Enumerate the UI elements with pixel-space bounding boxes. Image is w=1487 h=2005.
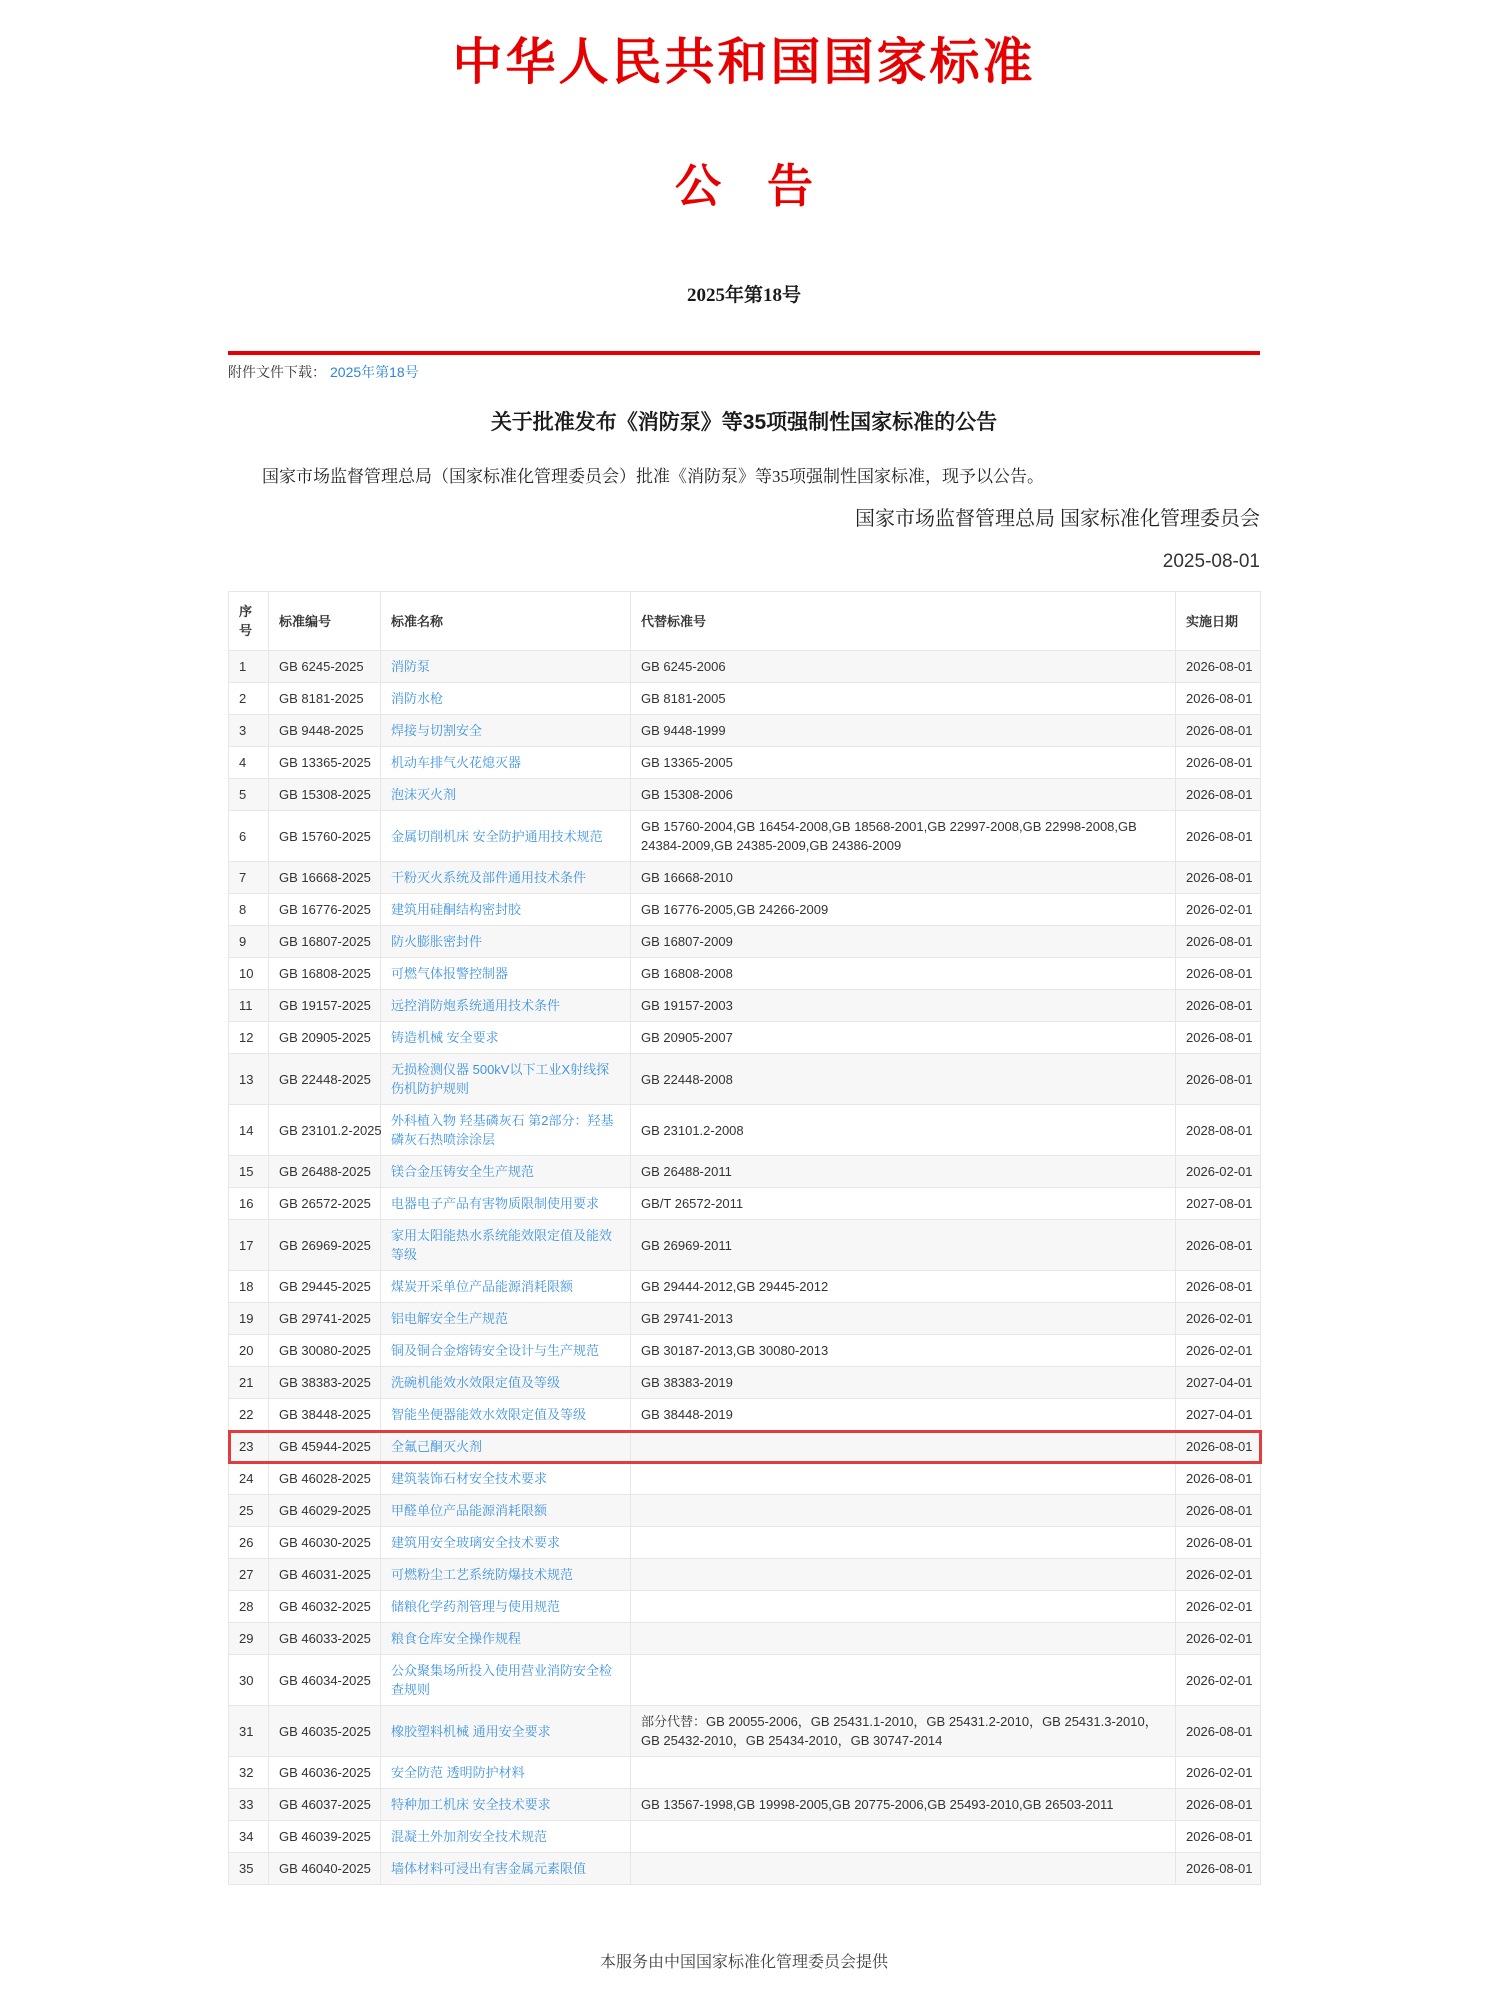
cell-standard-code: GB 8181-2025 bbox=[269, 683, 381, 715]
table-row bbox=[229, 1271, 1261, 1303]
column-header-name: 标准名称 bbox=[381, 592, 631, 651]
cell-replaced-standards: GB 16807-2009 bbox=[631, 926, 1176, 958]
cell-implementation-date: 2026-08-01 bbox=[1176, 1821, 1261, 1853]
table-row bbox=[229, 1495, 1261, 1527]
standard-name-link[interactable]: 智能坐便器能效水效限定值及等级 bbox=[391, 1407, 587, 1422]
cell-replaced-standards bbox=[631, 1559, 1176, 1591]
cell-standard-name bbox=[381, 1335, 631, 1367]
cell-standard-code: GB 6245-2025 bbox=[269, 651, 381, 683]
cell-implementation-date: 2026-02-01 bbox=[1176, 1623, 1261, 1655]
column-header-replaced: 代替标准号 bbox=[631, 592, 1176, 651]
table-row bbox=[229, 683, 1261, 715]
cell-standard-code: GB 30080-2025 bbox=[269, 1335, 381, 1367]
cell-standard-code: GB 45944-2025 bbox=[269, 1431, 381, 1463]
cell-serial-number: 20 bbox=[229, 1335, 269, 1367]
standard-name-link[interactable]: 干粉灭火系统及部件通用技术条件 bbox=[391, 870, 587, 885]
cell-replaced-standards: 部分代替：GB 20055-2006，GB 25431.1-2010，GB 25431.2-2010，GB 25431.3-2010，GB 25432-2010，GB 25434-2010，GB 30747-2014 bbox=[631, 1706, 1176, 1757]
cell-implementation-date: 2027-04-01 bbox=[1176, 1367, 1261, 1399]
cell-serial-number: 15 bbox=[229, 1156, 269, 1188]
cell-standard-code: GB 38448-2025 bbox=[269, 1399, 381, 1431]
standard-name-link[interactable]: 混凝土外加剂安全技术规范 bbox=[391, 1829, 548, 1844]
table-row bbox=[229, 1821, 1261, 1853]
cell-serial-number: 9 bbox=[229, 926, 269, 958]
cell-standard-name bbox=[381, 1559, 631, 1591]
cell-replaced-standards: GB 23101.2-2008 bbox=[631, 1105, 1176, 1156]
cell-replaced-standards: GB 8181-2005 bbox=[631, 683, 1176, 715]
cell-standard-name bbox=[381, 1463, 631, 1495]
cell-standard-code: GB 9448-2025 bbox=[269, 715, 381, 747]
cell-serial-number: 29 bbox=[229, 1623, 269, 1655]
cell-implementation-date: 2026-02-01 bbox=[1176, 1156, 1261, 1188]
standard-name-link[interactable]: 焊接与切割安全 bbox=[391, 723, 483, 738]
cell-replaced-standards bbox=[631, 1655, 1176, 1706]
cell-implementation-date: 2026-02-01 bbox=[1176, 1303, 1261, 1335]
cell-standard-name bbox=[381, 1789, 631, 1821]
cell-serial-number: 31 bbox=[229, 1706, 269, 1757]
cell-standard-code: GB 46037-2025 bbox=[269, 1789, 381, 1821]
cell-serial-number: 23 bbox=[229, 1431, 269, 1463]
standard-name-link[interactable]: 铸造机械 安全要求 bbox=[391, 1030, 499, 1045]
cell-serial-number: 35 bbox=[229, 1853, 269, 1885]
standard-name-link[interactable]: 金属切削机床 安全防护通用技术规范 bbox=[391, 828, 603, 844]
cell-standard-code: GB 13365-2025 bbox=[269, 747, 381, 779]
cell-standard-name bbox=[381, 1303, 631, 1335]
cell-implementation-date: 2026-08-01 bbox=[1176, 683, 1261, 715]
cell-standard-code: GB 16808-2025 bbox=[269, 958, 381, 990]
cell-standard-name bbox=[381, 1821, 631, 1853]
cell-standard-name bbox=[381, 1156, 631, 1188]
table-row bbox=[229, 1399, 1261, 1431]
cell-standard-name bbox=[381, 1367, 631, 1399]
cell-standard-code: GB 46030-2025 bbox=[269, 1527, 381, 1559]
table-row bbox=[229, 1789, 1261, 1821]
cell-implementation-date: 2026-08-01 bbox=[1176, 715, 1261, 747]
cell-serial-number: 34 bbox=[229, 1821, 269, 1853]
cell-standard-name bbox=[381, 811, 631, 862]
cell-serial-number: 14 bbox=[229, 1105, 269, 1156]
announcement-body: 国家市场监督管理总局（国家标准化管理委员会）批准《消防泵》等35项强制性国家标准，现予以公告。 bbox=[262, 467, 1044, 486]
table-header-row bbox=[229, 592, 1261, 651]
cell-serial-number: 18 bbox=[229, 1271, 269, 1303]
cell-serial-number: 28 bbox=[229, 1591, 269, 1623]
table-row bbox=[229, 1591, 1261, 1623]
cell-standard-name bbox=[381, 1105, 631, 1156]
cell-replaced-standards: GB 38383-2019 bbox=[631, 1367, 1176, 1399]
cell-standard-name bbox=[381, 1527, 631, 1559]
table-row bbox=[229, 779, 1261, 811]
table-row bbox=[229, 1623, 1261, 1655]
standard-name-link[interactable]: 安全防范 透明防护材料 bbox=[391, 1765, 525, 1780]
cell-implementation-date: 2026-08-01 bbox=[1176, 1527, 1261, 1559]
standard-name-link[interactable]: 煤炭开采单位产品能源消耗限额 bbox=[391, 1279, 574, 1294]
standard-name-link[interactable]: 铜及铜合金熔铸安全设计与生产规范 bbox=[391, 1343, 600, 1358]
column-header-serial: 序号 bbox=[229, 592, 269, 651]
cell-replaced-standards bbox=[631, 1431, 1176, 1463]
table-row bbox=[229, 1655, 1261, 1706]
cell-implementation-date: 2026-08-01 bbox=[1176, 747, 1261, 779]
table-row bbox=[229, 1431, 1261, 1463]
standard-name-link[interactable]: 储粮化学药剂管理与使用规范 bbox=[391, 1599, 561, 1614]
cell-standard-code: GB 16776-2025 bbox=[269, 894, 381, 926]
issuing-authority: 国家市场监督管理总局 国家标准化管理委员会 bbox=[855, 508, 1260, 530]
cell-standard-name bbox=[381, 862, 631, 894]
attachment-row bbox=[228, 362, 1260, 382]
cell-serial-number: 24 bbox=[229, 1463, 269, 1495]
table-row bbox=[229, 990, 1261, 1022]
table-row bbox=[229, 715, 1261, 747]
cell-standard-code: GB 46036-2025 bbox=[269, 1757, 381, 1789]
standard-name-link[interactable]: 洗碗机能效水效限定值及等级 bbox=[391, 1375, 561, 1390]
cell-replaced-standards: GB 13365-2005 bbox=[631, 747, 1176, 779]
column-header-code: 标准编号 bbox=[269, 592, 381, 651]
cell-standard-name bbox=[381, 926, 631, 958]
cell-standard-name bbox=[381, 747, 631, 779]
cell-replaced-standards bbox=[631, 1527, 1176, 1559]
standard-name-link[interactable]: 可燃气体报警控制器 bbox=[391, 966, 509, 981]
cell-serial-number: 13 bbox=[229, 1054, 269, 1105]
table-row bbox=[229, 811, 1261, 862]
cell-serial-number: 26 bbox=[229, 1527, 269, 1559]
column-header-date: 实施日期 bbox=[1176, 592, 1261, 651]
cell-replaced-standards bbox=[631, 1853, 1176, 1885]
cell-implementation-date: 2026-08-01 bbox=[1176, 1706, 1261, 1757]
cell-standard-code: GB 15308-2025 bbox=[269, 779, 381, 811]
standard-name-link[interactable]: 防火膨胀密封件 bbox=[391, 934, 483, 949]
cell-implementation-date: 2026-02-01 bbox=[1176, 894, 1261, 926]
cell-replaced-standards: GB 15760-2004,GB 16454-2008,GB 18568-2001,GB 22997-2008,GB 22998-2008,GB 24384-2009,GB 24385-2009,GB 24386-2009 bbox=[631, 811, 1176, 862]
standard-name-link[interactable]: 电器电子产品有害物质限制使用要求 bbox=[391, 1196, 600, 1211]
cell-standard-code: GB 46028-2025 bbox=[269, 1463, 381, 1495]
cell-serial-number: 7 bbox=[229, 862, 269, 894]
cell-replaced-standards: GB 26488-2011 bbox=[631, 1156, 1176, 1188]
table-row bbox=[229, 1367, 1261, 1399]
cell-standard-code: GB 46029-2025 bbox=[269, 1495, 381, 1527]
cell-standard-name bbox=[381, 1054, 631, 1105]
standard-name-link[interactable]: 外科植入物 羟基磷灰石 第2部分：羟基磷灰石热喷涂涂层 bbox=[391, 1113, 614, 1147]
table-row bbox=[229, 862, 1261, 894]
cell-standard-code: GB 46040-2025 bbox=[269, 1853, 381, 1885]
cell-serial-number: 11 bbox=[229, 990, 269, 1022]
cell-standard-name bbox=[381, 1853, 631, 1885]
cell-replaced-standards bbox=[631, 1757, 1176, 1789]
cell-implementation-date: 2026-08-01 bbox=[1176, 811, 1261, 862]
cell-standard-code: GB 16807-2025 bbox=[269, 926, 381, 958]
cell-implementation-date: 2026-08-01 bbox=[1176, 1789, 1261, 1821]
standard-name-link[interactable]: 泡沫灭火剂 bbox=[391, 787, 457, 802]
table-row bbox=[229, 1559, 1261, 1591]
cell-standard-code: GB 46031-2025 bbox=[269, 1559, 381, 1591]
cell-replaced-standards: GB/T 26572-2011 bbox=[631, 1188, 1176, 1220]
cell-replaced-standards bbox=[631, 1591, 1176, 1623]
cell-standard-name bbox=[381, 715, 631, 747]
standard-name-link[interactable]: 家用太阳能热水系统能效限定值及能效等级 bbox=[391, 1228, 613, 1262]
standard-name-link[interactable]: 消防水枪 bbox=[391, 691, 444, 706]
cell-standard-code: GB 23101.2-2025 bbox=[269, 1105, 381, 1156]
cell-standard-code: GB 38383-2025 bbox=[269, 1367, 381, 1399]
table-row bbox=[229, 651, 1261, 683]
standard-name-link[interactable]: 可燃粉尘工艺系统防爆技术规范 bbox=[391, 1567, 574, 1582]
cell-serial-number: 16 bbox=[229, 1188, 269, 1220]
cell-standard-name bbox=[381, 1655, 631, 1706]
cell-implementation-date: 2026-08-01 bbox=[1176, 1271, 1261, 1303]
table-row bbox=[229, 1303, 1261, 1335]
table-row bbox=[229, 1156, 1261, 1188]
cell-serial-number: 6 bbox=[229, 811, 269, 862]
table-row bbox=[229, 1220, 1261, 1271]
cell-standard-code: GB 26488-2025 bbox=[269, 1156, 381, 1188]
cell-replaced-standards bbox=[631, 1495, 1176, 1527]
cell-standard-code: GB 26572-2025 bbox=[269, 1188, 381, 1220]
standard-name-link[interactable]: 机动车排气火花熄灭器 bbox=[391, 755, 522, 770]
cell-standard-code: GB 15760-2025 bbox=[269, 811, 381, 862]
cell-replaced-standards: GB 38448-2019 bbox=[631, 1399, 1176, 1431]
cell-replaced-standards: GB 6245-2006 bbox=[631, 651, 1176, 683]
table-row bbox=[229, 958, 1261, 990]
issue-number: 2025年第18号 bbox=[686, 285, 801, 306]
cell-standard-name bbox=[381, 1757, 631, 1789]
cell-serial-number: 27 bbox=[229, 1559, 269, 1591]
cell-replaced-standards: GB 19157-2003 bbox=[631, 990, 1176, 1022]
table-row bbox=[229, 1054, 1261, 1105]
page-title: 中华人民共和国国家标准 bbox=[452, 34, 1036, 90]
cell-replaced-standards: GB 16668-2010 bbox=[631, 862, 1176, 894]
standard-name-link[interactable]: 消防泵 bbox=[391, 659, 431, 674]
cell-standard-code: GB 26969-2025 bbox=[269, 1220, 381, 1271]
cell-replaced-standards: GB 22448-2008 bbox=[631, 1054, 1176, 1105]
cell-serial-number: 12 bbox=[229, 1022, 269, 1054]
standard-name-link[interactable]: 粮食仓库安全操作规程 bbox=[391, 1631, 522, 1646]
cell-implementation-date: 2026-08-01 bbox=[1176, 1054, 1261, 1105]
cell-serial-number: 5 bbox=[229, 779, 269, 811]
cell-standard-code: GB 46033-2025 bbox=[269, 1623, 381, 1655]
cell-implementation-date: 2026-08-01 bbox=[1176, 1022, 1261, 1054]
cell-implementation-date: 2026-08-01 bbox=[1176, 1495, 1261, 1527]
table-row bbox=[229, 1022, 1261, 1054]
standard-name-link[interactable]: 镁合金压铸安全生产规范 bbox=[391, 1164, 535, 1179]
cell-replaced-standards bbox=[631, 1821, 1176, 1853]
footer-provider-text: 本服务由中国国家标准化管理委员会提供 bbox=[599, 1954, 888, 1971]
cell-implementation-date: 2026-08-01 bbox=[1176, 990, 1261, 1022]
standards-table bbox=[228, 591, 1261, 1885]
table-row bbox=[229, 1527, 1261, 1559]
standard-name-link[interactable]: 公众聚集场所投入使用营业消防安全检查规则 bbox=[391, 1663, 613, 1697]
cell-replaced-standards: GB 15308-2006 bbox=[631, 779, 1176, 811]
cell-replaced-standards: GB 16808-2008 bbox=[631, 958, 1176, 990]
cell-standard-code: GB 29445-2025 bbox=[269, 1271, 381, 1303]
cell-implementation-date: 2027-08-01 bbox=[1176, 1188, 1261, 1220]
standard-name-link[interactable]: 建筑用硅酮结构密封胶 bbox=[391, 902, 522, 917]
cell-serial-number: 33 bbox=[229, 1789, 269, 1821]
cell-replaced-standards: GB 26969-2011 bbox=[631, 1220, 1176, 1271]
table-row bbox=[229, 1853, 1261, 1885]
cell-standard-name bbox=[381, 1706, 631, 1757]
cell-standard-code: GB 29741-2025 bbox=[269, 1303, 381, 1335]
table-row bbox=[229, 1757, 1261, 1789]
cell-replaced-standards: GB 20905-2007 bbox=[631, 1022, 1176, 1054]
standard-name-link[interactable]: 特种加工机床 安全技术要求 bbox=[391, 1797, 551, 1812]
cell-serial-number: 25 bbox=[229, 1495, 269, 1527]
table-row bbox=[229, 1188, 1261, 1220]
table-row bbox=[229, 894, 1261, 926]
cell-serial-number: 22 bbox=[229, 1399, 269, 1431]
cell-implementation-date: 2027-04-01 bbox=[1176, 1399, 1261, 1431]
cell-serial-number: 8 bbox=[229, 894, 269, 926]
announcement-heading: 关于批准发布《消防泵》等35项强制性国家标准的公告 bbox=[490, 411, 998, 434]
table-row bbox=[229, 1105, 1261, 1156]
cell-standard-name bbox=[381, 990, 631, 1022]
standard-name-link[interactable]: 甲醛单位产品能源消耗限额 bbox=[391, 1503, 548, 1518]
table-row bbox=[229, 747, 1261, 779]
cell-standard-name bbox=[381, 1188, 631, 1220]
cell-implementation-date: 2026-08-01 bbox=[1176, 651, 1261, 683]
cell-implementation-date: 2026-02-01 bbox=[1176, 1757, 1261, 1789]
cell-serial-number: 4 bbox=[229, 747, 269, 779]
standard-name-link[interactable]: 建筑装饰石材安全技术要求 bbox=[391, 1471, 548, 1486]
page-content bbox=[228, 22, 1260, 1972]
cell-implementation-date: 2026-02-01 bbox=[1176, 1655, 1261, 1706]
standards-table-tbody bbox=[229, 651, 1261, 1885]
table-row bbox=[229, 1463, 1261, 1495]
cell-standard-code: GB 46034-2025 bbox=[269, 1655, 381, 1706]
cell-replaced-standards: GB 29741-2013 bbox=[631, 1303, 1176, 1335]
attachment-label: 附件文件下载： bbox=[228, 364, 326, 380]
cell-serial-number: 30 bbox=[229, 1655, 269, 1706]
cell-replaced-standards: GB 30187-2013,GB 30080-2013 bbox=[631, 1335, 1176, 1367]
cell-replaced-standards bbox=[631, 1623, 1176, 1655]
cell-implementation-date: 2026-08-01 bbox=[1176, 958, 1261, 990]
cell-standard-code: GB 46032-2025 bbox=[269, 1591, 381, 1623]
cell-standard-name bbox=[381, 1591, 631, 1623]
standard-name-link[interactable]: 建筑用安全玻璃安全技术要求 bbox=[391, 1535, 561, 1550]
cell-standard-name bbox=[381, 683, 631, 715]
cell-standard-name bbox=[381, 1022, 631, 1054]
red-divider bbox=[228, 351, 1260, 355]
page-subtitle: 公 告 bbox=[675, 161, 813, 212]
cell-replaced-standards: GB 13567-1998,GB 19998-2005,GB 20775-2006,GB 25493-2010,GB 26503-2011 bbox=[631, 1789, 1176, 1821]
cell-replaced-standards: GB 9448-1999 bbox=[631, 715, 1176, 747]
cell-implementation-date: 2026-08-01 bbox=[1176, 779, 1261, 811]
cell-serial-number: 1 bbox=[229, 651, 269, 683]
attachment-link[interactable]: 2025年第18号 bbox=[330, 364, 419, 380]
cell-replaced-standards bbox=[631, 1463, 1176, 1495]
standard-name-link[interactable]: 墙体材料可浸出有害金属元素限值 bbox=[391, 1861, 587, 1876]
cell-implementation-date: 2026-08-01 bbox=[1176, 1431, 1261, 1463]
cell-standard-name bbox=[381, 1623, 631, 1655]
cell-serial-number: 32 bbox=[229, 1757, 269, 1789]
cell-implementation-date: 2026-02-01 bbox=[1176, 1335, 1261, 1367]
standard-name-link[interactable]: 无损检测仪器 500kV以下工业X射线探伤机防护规则 bbox=[391, 1062, 610, 1096]
cell-standard-code: GB 16668-2025 bbox=[269, 862, 381, 894]
cell-serial-number: 10 bbox=[229, 958, 269, 990]
cell-implementation-date: 2026-02-01 bbox=[1176, 1559, 1261, 1591]
cell-implementation-date: 2026-08-01 bbox=[1176, 1853, 1261, 1885]
cell-standard-name bbox=[381, 1495, 631, 1527]
standard-name-link[interactable]: 远控消防炮系统通用技术条件 bbox=[391, 998, 561, 1013]
table-row bbox=[229, 1706, 1261, 1757]
cell-implementation-date: 2026-08-01 bbox=[1176, 1463, 1261, 1495]
cell-serial-number: 3 bbox=[229, 715, 269, 747]
standards-table-head bbox=[229, 592, 1261, 651]
cell-implementation-date: 2026-02-01 bbox=[1176, 1591, 1261, 1623]
cell-standard-name bbox=[381, 651, 631, 683]
cell-standard-name bbox=[381, 779, 631, 811]
table-row bbox=[229, 1335, 1261, 1367]
cell-standard-code: GB 20905-2025 bbox=[269, 1022, 381, 1054]
standard-name-link[interactable]: 全氟己酮灭火剂 bbox=[391, 1439, 483, 1454]
cell-standard-name bbox=[381, 1271, 631, 1303]
cell-replaced-standards: GB 16776-2005,GB 24266-2009 bbox=[631, 894, 1176, 926]
cell-implementation-date: 2026-08-01 bbox=[1176, 1220, 1261, 1271]
cell-serial-number: 2 bbox=[229, 683, 269, 715]
cell-serial-number: 21 bbox=[229, 1367, 269, 1399]
cell-standard-name bbox=[381, 1220, 631, 1271]
cell-implementation-date: 2026-08-01 bbox=[1176, 926, 1261, 958]
cell-replaced-standards: GB 29444-2012,GB 29445-2012 bbox=[631, 1271, 1176, 1303]
cell-standard-name bbox=[381, 1431, 631, 1463]
publish-date: 2025-08-01 bbox=[1162, 551, 1260, 572]
standard-name-link[interactable]: 铝电解安全生产规范 bbox=[391, 1311, 509, 1326]
cell-standard-code: GB 19157-2025 bbox=[269, 990, 381, 1022]
cell-implementation-date: 2028-08-01 bbox=[1176, 1105, 1261, 1156]
cell-serial-number: 19 bbox=[229, 1303, 269, 1335]
cell-standard-code: GB 46035-2025 bbox=[269, 1706, 381, 1757]
cell-standard-name bbox=[381, 958, 631, 990]
standard-name-link[interactable]: 橡胶塑料机械 通用安全要求 bbox=[391, 1723, 551, 1739]
table-row bbox=[229, 926, 1261, 958]
cell-serial-number: 17 bbox=[229, 1220, 269, 1271]
cell-standard-name bbox=[381, 894, 631, 926]
cell-implementation-date: 2026-08-01 bbox=[1176, 862, 1261, 894]
cell-standard-code: GB 22448-2025 bbox=[269, 1054, 381, 1105]
cell-standard-code: GB 46039-2025 bbox=[269, 1821, 381, 1853]
cell-standard-name bbox=[381, 1399, 631, 1431]
